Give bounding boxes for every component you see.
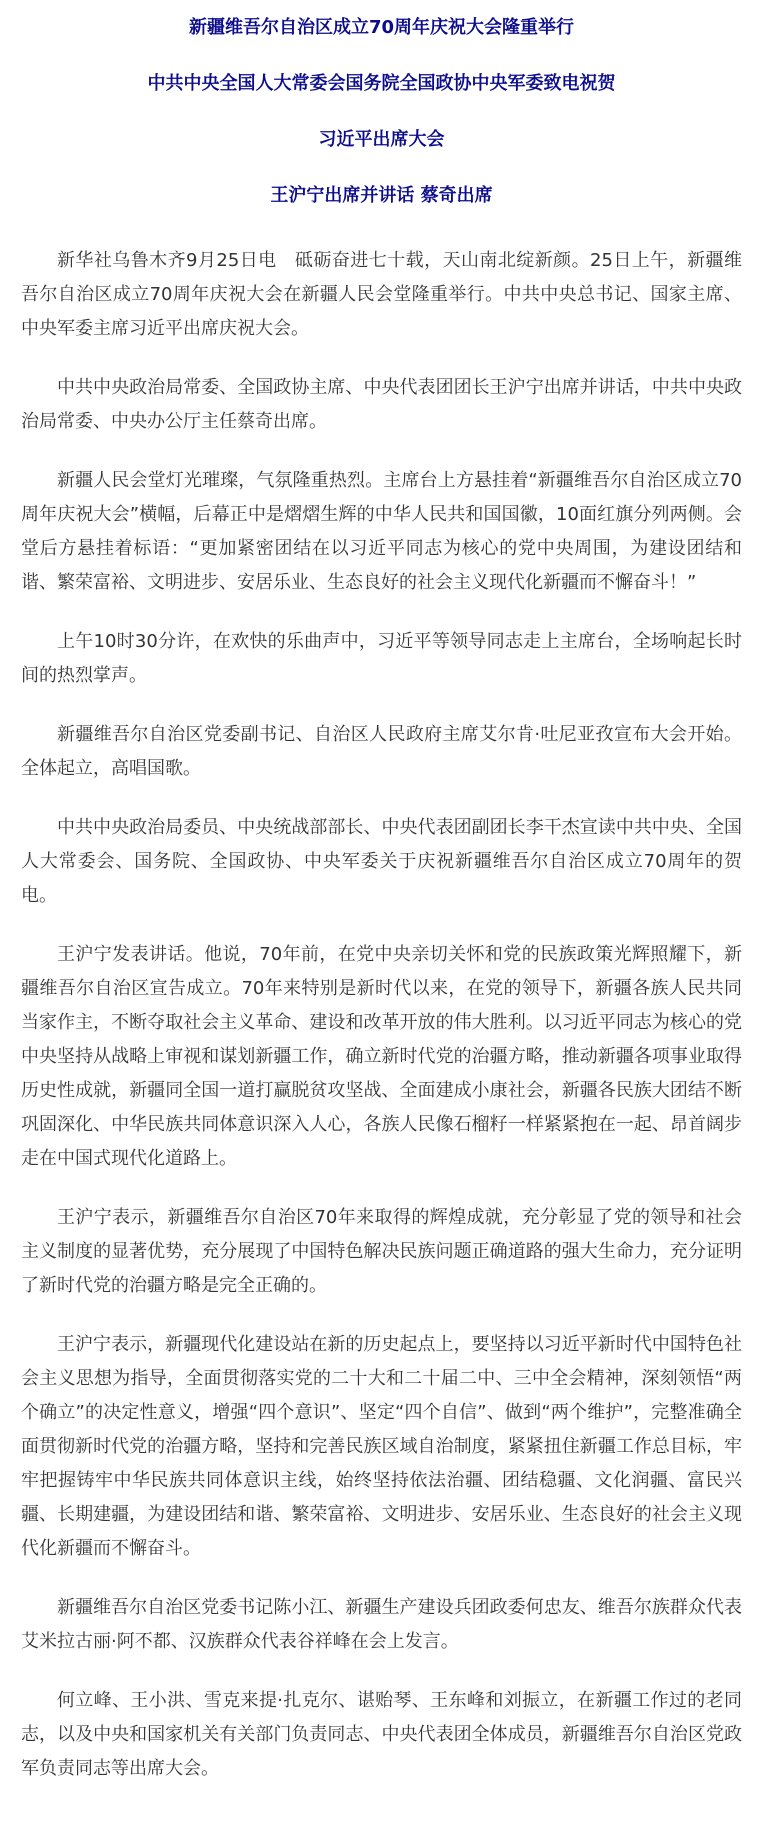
- headline-sub-1: 中共中央全国人大常委会国务院全国政协中央军委致电祝贺: [147, 73, 616, 94]
- paragraph: 中共中央政治局委员、中央统战部部长、中央代表团副团长李干杰宣读中共中央、全国人大常委会、国务院、全国政协、中央军委关于庆祝新疆维吾尔自治区成立70周年的贺电。: [21, 817, 742, 906]
- paragraph: 上午10时30分许，在欢快的乐曲声中，习近平等领导同志走上主席台，全场响起长时间的热烈掌声。: [21, 631, 742, 686]
- paragraph: 中共中央政治局常委、全国政协主席、中央代表团团长王沪宁出席并讲话，中共中央政治局常委、中央办公厅主任蔡奇出席。: [21, 377, 742, 432]
- headline-main: 新疆维吾尔自治区成立70周年庆祝大会隆重举行: [188, 17, 575, 38]
- article-header: [21, 17, 742, 207]
- paragraph: 新疆维吾尔自治区党委副书记、自治区人民政府主席艾尔肯·吐尼亚孜宣布大会开始。全体起立，高唱国歌。: [21, 724, 742, 779]
- headline-sub-2: 习近平出席大会: [318, 129, 445, 150]
- paragraph: 王沪宁表示，新疆维吾尔自治区70年来取得的辉煌成就，充分彰显了党的领导和社会主义制度的显著优势，充分展现了中国特色解决民族问题正确道路的强大生命力，充分证明了新时代党的治疆方略是完全正确的。: [21, 1207, 742, 1296]
- paragraph-dateline-lead: 新华社乌鲁木齐9月25日电 砥砺奋进七十载，天山南北绽新颜。25日上午，新疆维吾尔自治区成立70周年庆祝大会在新疆人民会堂隆重举行。中共中央总书记、国家主席、中央军委主席习近平出席庆祝大会。: [21, 250, 742, 339]
- article-body: [21, 244, 742, 1786]
- paragraph: 王沪宁发表讲话。他说，70年前，在党中央亲切关怀和党的民族政策光辉照耀下，新疆维吾尔自治区宣告成立。70年来特别是新时代以来，在党的领导下，新疆各族人民共同当家作主，不断夺取社会主义革命、建设和改革开放的伟大胜利。以习近平同志为核心的党中央坚持从战略上审视和谋划新疆工作，确立新时代党的治疆方略，推动新疆各项事业取得历史性成就，新疆同全国一道打赢脱贫攻坚战、全面建成小康社会，新疆各民族大团结不断巩固深化、中华民族共同体意识深入人心，各族人民像石榴籽一样紧紧抱在一起、昂首阔步走在中国式现代化道路上。: [21, 944, 742, 1169]
- paragraph: 新疆人民会堂灯光璀璨，气氛隆重热烈。主席台上方悬挂着“新疆维吾尔自治区成立70周年庆祝大会”横幅，后幕正中是熠熠生辉的中华人民共和国国徽，10面红旗分列两侧。会堂后方悬挂着标语：“更加紧密团结在以习近平同志为核心的党中央周围，为建设团结和谐、繁荣富裕、文明进步、安居乐业、生态良好的社会主义现代化新疆而不懈奋斗！”: [21, 470, 742, 593]
- headline-sub-3: 王沪宁出席并讲话 蔡奇出席: [270, 185, 493, 206]
- paragraph: 王沪宁表示，新疆现代化建设站在新的历史起点上，要坚持以习近平新时代中国特色社会主义思想为指导，全面贯彻落实党的二十大和二十届二中、三中全会精神，深刻领悟“两个确立”的决定性意义，增强“四个意识”、坚定“四个自信”、做到“两个维护”，完整准确全面贯彻新时代党的治疆方略，坚持和完善民族区域自治制度，紧紧扭住新疆工作总目标，牢牢把握铸牢中华民族共同体意识主线，始终坚持依法治疆、团结稳疆、文化润疆、富民兴疆、长期建疆，为建设团结和谐、繁荣富裕、文明进步、安居乐业、生态良好的社会主义现代化新疆而不懈奋斗。: [21, 1334, 742, 1559]
- paragraph: 新疆维吾尔自治区党委书记陈小江、新疆生产建设兵团政委何忠友、维吾尔族群众代表艾米拉古丽·阿不都、汉族群众代表谷祥峰在会上发言。: [21, 1597, 742, 1652]
- paragraph: 何立峰、王小洪、雪克来提·扎克尔、谌贻琴、王东峰和刘振立，在新疆工作过的老同志，以及中央和国家机关有关部门负责同志、中央代表团全体成员，新疆维吾尔自治区党政军负责同志等出席大会。: [21, 1690, 742, 1779]
